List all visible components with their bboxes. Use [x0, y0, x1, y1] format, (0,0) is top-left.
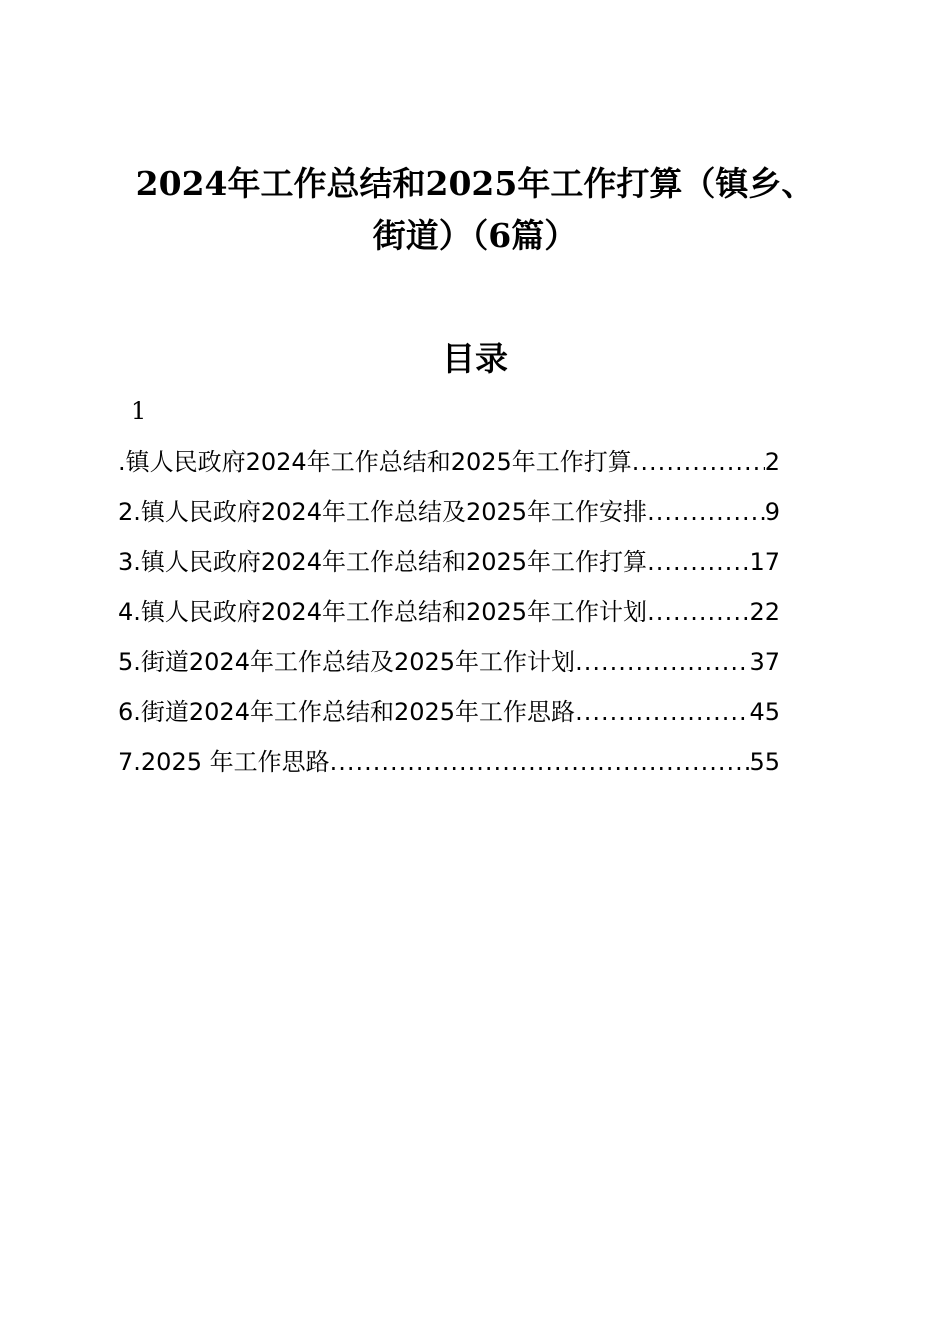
toc-entry-label: 6.街道2024年工作总结和2025年工作思路 [118, 698, 576, 726]
toc-entry-label: 3.镇人民政府2024年工作总结和2025年工作打算 [118, 548, 648, 576]
toc-dot-leader [647, 492, 765, 532]
document-title [0, 158, 950, 262]
toc-entry-2[interactable] [118, 492, 780, 542]
table-of-contents [118, 442, 780, 792]
toc-entry-page: 45 [749, 698, 780, 726]
toc-entry-page: 55 [749, 748, 780, 776]
toc-entry-page: 2 [764, 448, 780, 476]
toc-dot-leader [647, 592, 749, 632]
toc-entry-7[interactable] [118, 742, 780, 792]
toc-dot-leader [575, 642, 749, 682]
toc-entry-4[interactable] [118, 592, 780, 642]
document-title-line-1: 2024年工作总结和2025年工作打算（镇乡、 [135, 164, 815, 203]
toc-entry-5[interactable] [118, 642, 780, 692]
toc-entry-page: 9 [764, 498, 780, 526]
toc-entry-page: 17 [749, 548, 780, 576]
toc-dot-leader [647, 542, 749, 582]
toc-dot-leader [575, 692, 749, 732]
toc-entry-page: 37 [749, 648, 780, 676]
toc-entry-label: 4.镇人民政府2024年工作总结和2025年工作计划 [118, 598, 648, 626]
toc-entry-6[interactable] [118, 692, 780, 742]
toc-entry-label: 5.街道2024年工作总结及2025年工作计划 [118, 648, 576, 676]
document-title-line-2: 街道）（6篇） [372, 216, 578, 255]
toc-dot-leader [632, 442, 765, 482]
toc-entry-label: 7.2025 年工作思路 [118, 748, 330, 776]
toc-stray-number: 1 [131, 397, 147, 425]
toc-dot-leader [330, 742, 750, 782]
toc-entry-page: 22 [749, 598, 780, 626]
toc-entry-label: .镇人民政府2024年工作总结和2025年工作打算 [118, 448, 632, 476]
toc-entry-label: 2.镇人民政府2024年工作总结及2025年工作安排 [118, 498, 648, 526]
toc-entry-1[interactable] [118, 442, 780, 492]
toc-heading: 目录 [442, 339, 508, 378]
toc-entry-3[interactable] [118, 542, 780, 592]
